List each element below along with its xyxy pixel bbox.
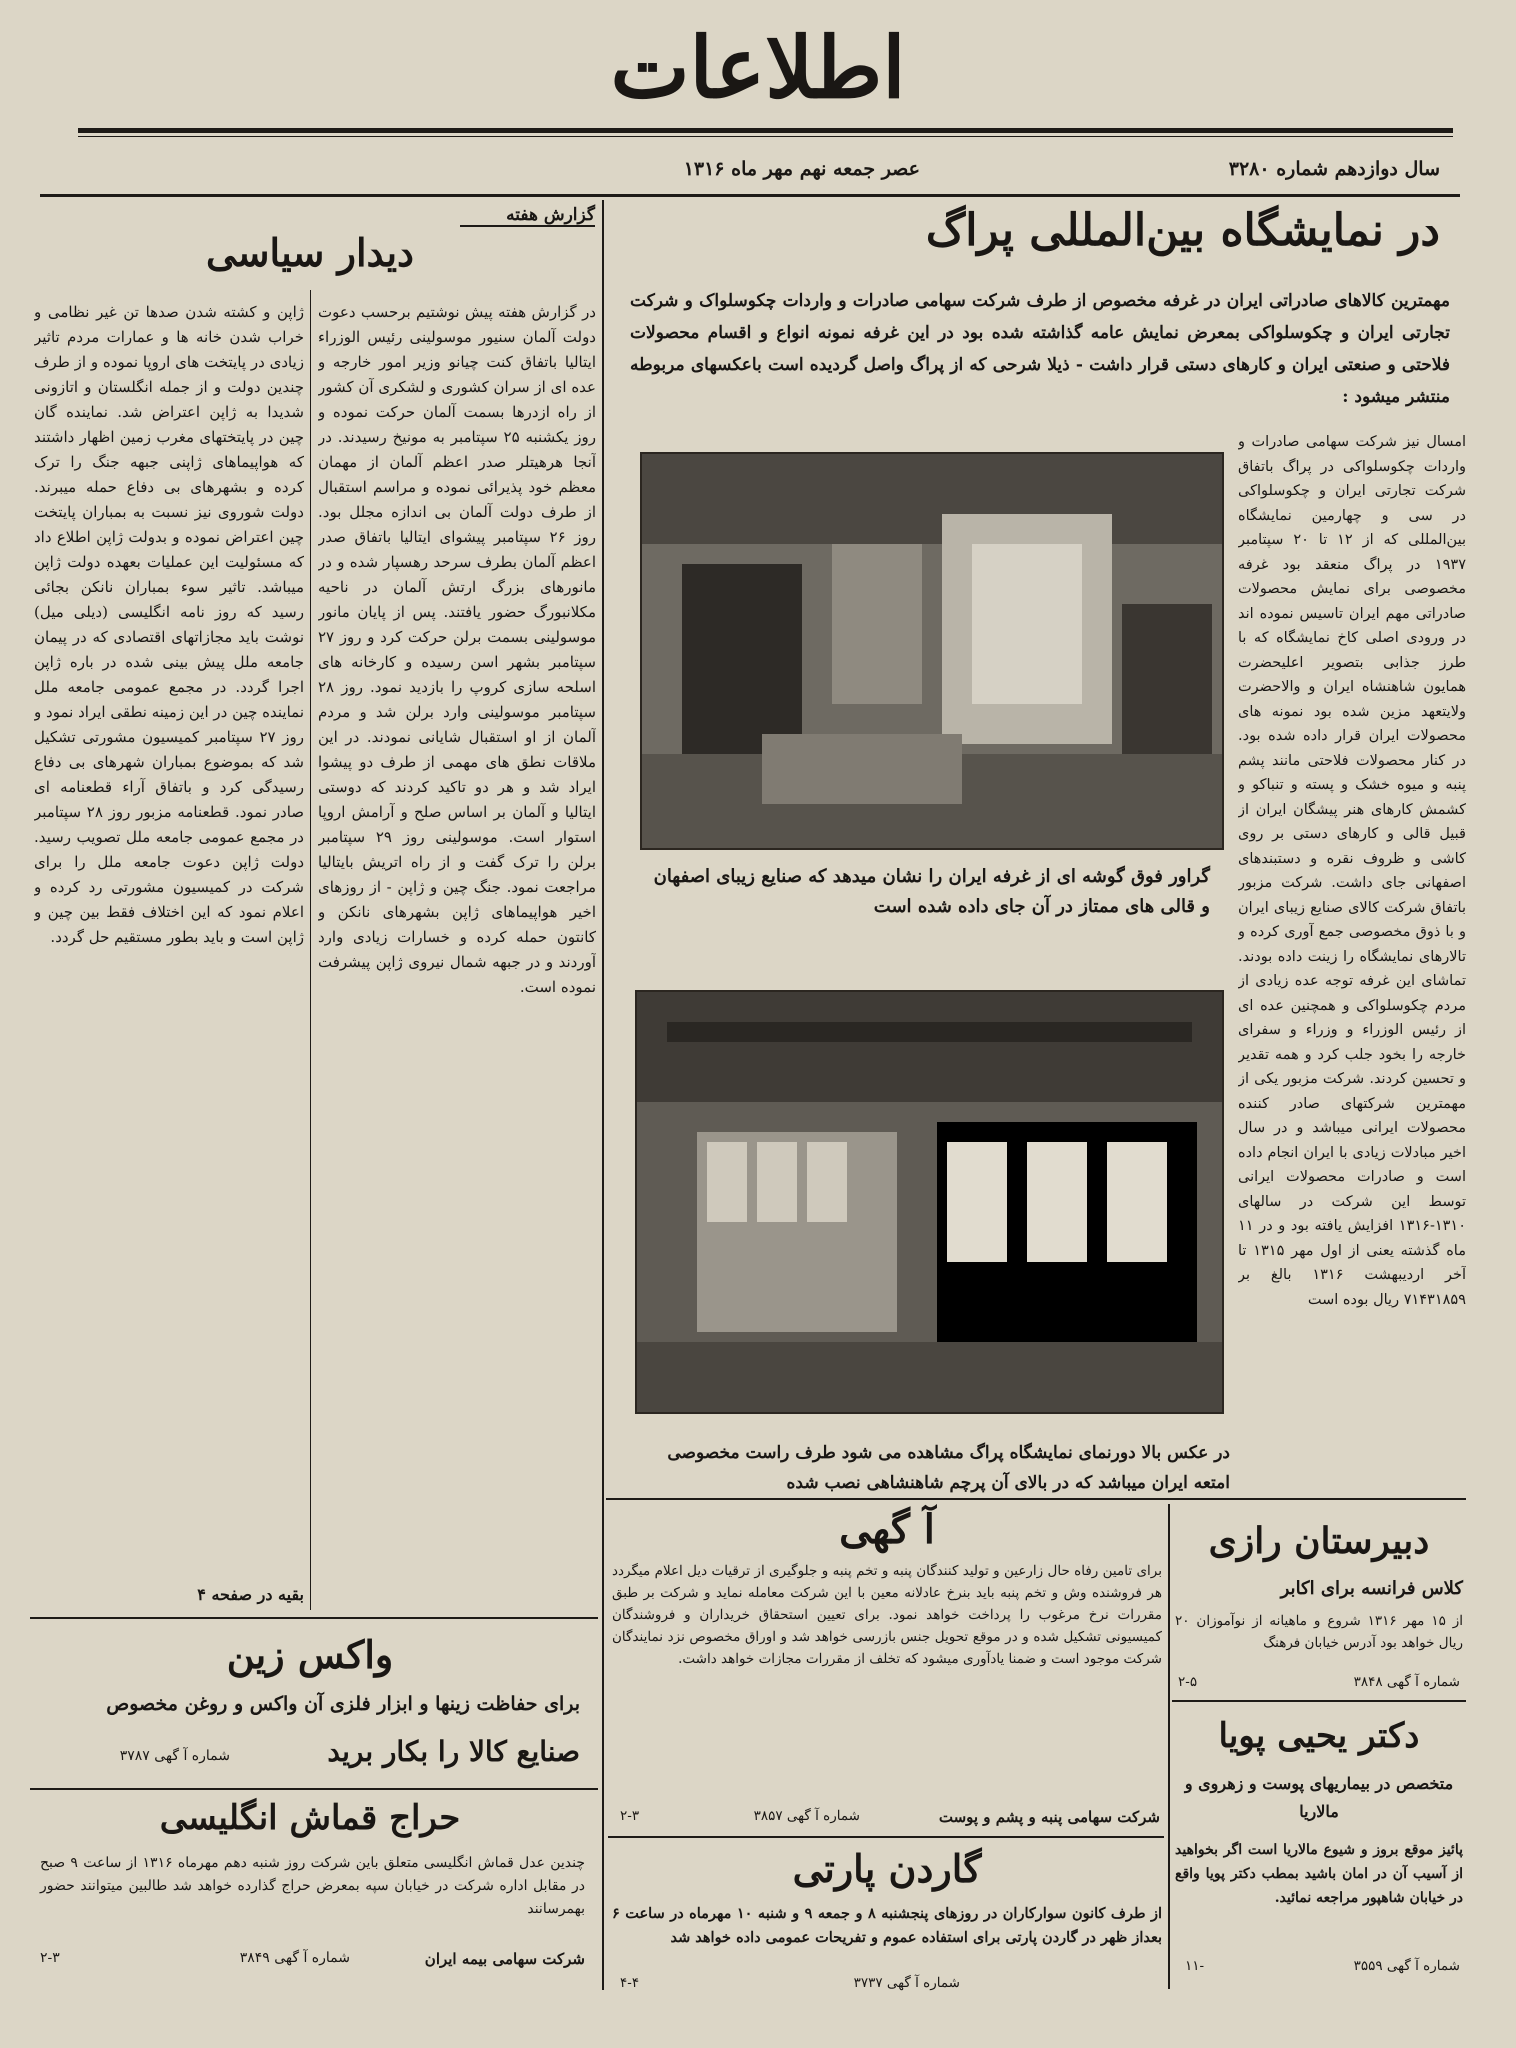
issue-date: عصر جمعه نهم مهر ماه ۱۳۱۶ — [683, 158, 920, 180]
politics-bottom-rule — [30, 1617, 598, 1619]
agahi-issue: ۲-۳ — [620, 1808, 640, 1824]
agahi-bottom-rule — [608, 1836, 1164, 1838]
school-ref: شماره آ گهی ۳۸۴۸ — [1353, 1674, 1460, 1690]
masthead-rule-thin — [78, 136, 1453, 137]
school-bottom-rule — [1172, 1700, 1466, 1702]
auction-ad-issue: ۲-۳ — [40, 1950, 60, 1966]
exhibition-hall-photo — [635, 990, 1224, 1414]
main-headline: در نمایشگاه بین‌المللی پراگ — [925, 205, 1440, 256]
issue-rule — [40, 194, 1460, 197]
politics-col1: در گزارش هفته پیش نوشتیم برحسب دعوت دولت آلمان سنیور موسولینی رئیس الوزراء ایتالیا باتفاق کنت چیانو وزیر امور خارجه و عده ای از سران کشوری و لشکری آن کشور از راه ازدرها بسمت آلمان حرکت نموده و روز یکشنبه ۲۵ سپتامبر به مونیخ رسیدند. در آنجا هرهیتلر صدر اعظم آلمان از مهمان معظم خود پذیرائی نموده و مراسم استقبال از طرف دولت آلمان بی اندازه مجلل بود. روز ۲۶ سپتامبر پیشوای ایتالیا باتفاق صدر اعظم آلمان بطرف سرحد رهسپار شده و در مانورهای بزرگ ارتش آلمان در ناحیه مکلانبورگ حضور یافتند. پس از پایان مانور موسولینی بسمت برلن حرکت کرد و روز ۲۷ سپتامبر بشهر اسن رسیده و کارخانه های اسلحه سازی کروپ را بازدید نمود. روز ۲۸ سپتامبر موسولینی وارد برلن شد و مردم آلمان از او استقبال شایانی نمودند. در این ملاقات نطق های مهمی از طرف دو پیشوا ایراد شد و هر دو تاکید کردند که دوستی ایتالیا و آلمان بر اساس صلح و آرامش اروپا استوار است. موسولینی روز ۲۹ سپتامبر برلن را ترک گفت و از راه اتریش بایتالیا مراجعت نمود. جنگ چین و ژاپن - از روزهای اخیر هواپیماهای ژاپن بشهرهای نانکن و کانتون حمله کرده و خسارات زیادی وارد آوردند و در جبهه شمال نیروی ژاپن پیشرفت نموده است. — [318, 303, 596, 996]
doctor-ref: شماره آ گهی ۳۵۵۹ — [1353, 1958, 1460, 1974]
agahi-body: برای تامین رفاه حال زارعین و تولید کنندگان پنبه و تخم پنبه و جلوگیری از ترقیات دیل اعلام میگردد هر فروشنده وش و تخم پنبه باید بنرخ عادلانه معین با این شرکت معامله نماید و شرکت بر طبق مقررات نرخ مرغوب را پرداخت خواهد نمود. برای تعیین استحقاق خریداران و فروشندگان کمیسیونی تشکیل شده و در موقع تحویل جنس بازرسی خواهد شد و اوراق مخصوص نزد نمایندگان شرکت موجود است و ضمنا یادآوری میشود که تخلف از مقررات مجازات خواهد داشت. — [612, 1563, 1162, 1667]
agahi-company: شرکت سهامی پنبه و پشم و پوست — [938, 1808, 1160, 1826]
wax-ad-line2: صنایع کالا را بکار برید — [327, 1735, 580, 1768]
garden-title: گاردن پارتی — [792, 1846, 982, 1891]
wax-ad-ref: شماره آ گهی ۳۷۸۷ — [119, 1748, 230, 1764]
masthead-title: اطلاعات — [610, 18, 906, 117]
politics-continued: بقیه در صفحه ۴ — [197, 1585, 304, 1604]
politics-col2: ژاپن و کشته شدن صدها تن غیر نظامی و خراب شدن خانه ها و عمارات مردم تاثیر زیادی در پایتخت های اروپا نموده و از طرف چندین دولت و از جمله انگلستان و اتازونی شدیدا به ژاپن اعتراض شد. نماینده گان چین در پایتختهای مغرب زمین اظهار داشتند که هواپیماهای ژاپنی جبهه جنگ را ترک کرده و بشهرهای بی دفاع حمله میبرند. دولت شوروی نیز نسبت به بمباران پایتخت چین اعتراض نموده و بدولت ژاپن اطلاع داد که مسئولیت این عملیات بعهده دولت ژاپن میباشد. تاثیر سوء بمباران نانکن بجائی رسید که روز نامه انگلیسی (دیلی میل) نوشت باید مجازاتهای اقتصادی که در پیمان جامعه ملل پیش بینی شده در باره ژاپن اجرا گردد. در مجمع عمومی جامعه ملل نماینده چین در این زمینه نطقی ایراد نمود و روز ۲۷ سپتامبر کمیسیون مشورتی تشکیل شد که بموضوع بمباران شهرهای بی دفاع رسیدگی کرد و باتفاق آراء قطعنامه ای صادر نمود. قطعنامه مزبور روز ۲۸ سپتامبر در مجمع عمومی جامعه ملل تصویب رسید. دولت ژاپن دعوت جامعه ملل را برای شرکت در کمیسیون مشورتی رد کرده و اعلام نمود که این اختلاف فقط بین چین و ژاپن است و باید بطور مستقیم حل گردد. — [34, 303, 304, 946]
article-bottom-rule — [606, 1498, 1466, 1500]
politics-headline: دیدار سیاسی — [206, 230, 414, 275]
exhibit-corner-photo — [640, 452, 1224, 850]
school-body: از ۱۵ مهر ۱۳۱۶ شروع و ماهیانه از نوآموزان ۲۰ ریال خواهد بود آدرس خیابان فرهنگ — [1175, 1613, 1464, 1651]
doctor-subtitle: متخصص در بیماریهای پوست و زهروی و مالاریا — [1184, 1774, 1454, 1821]
garden-body: از طرف کانون سوارکاران در روزهای پنجشنبه ۸ و جمعه ۹ و شنبه ۱۰ مهرماه در ساعت ۶ بعداز ظهر در گاردن پارتی برای استفاده عموم و تفریحات عمومی داده خواهد شد — [612, 1905, 1163, 1946]
garden-ref: شماره آ گهی ۳۷۳۷ — [853, 1975, 960, 1991]
garden-issue: ۴-۴ — [620, 1975, 640, 1991]
doctor-issue: ۱۱- — [1185, 1958, 1205, 1974]
auction-ad-body: چندین عدل قماش انگلیسی متعلق باین شرکت روز شنبه دهم مهرماه ۱۳۱۶ از ساعت ۹ صبح در مقابل اداره شرکت در خیابان سپه بمعرض حراج گذارده خواهد شد طالبین میتوانند حضور بهمرسانند — [40, 1855, 585, 1917]
main-lead: مهمترین کالاهای صادراتی ایران در غرفه مخصوص از طرف شرکت سهامی صادرات و واردات چکوسلواک و شرکت تجارتی ایران و چکوسلواکی بمعرض نمایش عامه گذاشته شده بود در این غرفه نمونه انواع و اقسام محصولات فلاحتی و صنعتی ایران و کارهای دستی قرار داشت - ذیلا شرحی که از پراگ واصل گردیده است باعکسهای مربوطه منتشر میشود : — [630, 291, 1450, 407]
politics-kicker: گزارش هفته — [460, 205, 595, 227]
main-body: امسال نیز شرکت سهامی صادرات و واردات چکوسلواکی در پراگ باتفاق شرکت تجارتی ایران و چکوسلواکی در سی و چهارمین نمایشگاه بین‌المللی که از ۱۲ تا ۲۰ سپتامبر ۱۹۳۷ در پراگ منعقد بود غرفه مخصوصی برای نمایش محصولات صادراتی مهم ایران تاسیس نموده اند در ورودی اصلی کاخ نمایشگاه که با طرز جذابی بتصویر اعلیحضرت همایون شاهنشاه ایران و والاحضرت ولایتعهد مزین شده بود نمونه های محصولات ایران قرار داده شده بود. در کنار محصولات فلاحتی مانند پشم پنبه و میوه خشک و پسته و تنباکو و کشمش کارهای هنر پیشگان ایران از قبیل قالی و کارهای دستی بر روی کاشی و ظروف نقره و دستبندهای اصفهانی جای داشت. شرکت مزبور باتفاق شرکت کالای صنایع زیبای ایران و با ذوق مخصوصی جمع آوری کرده و تالارهای نمایشگاه را زینت داده بودند. تماشای این غرفه توجه عده زیادی از مردم چکوسلواکی و همچنین عده ای از رئیس الوزراء و وزراء و سفرای خارجه را بخود جلب کرد و همه تقدیر و تحسین کردند. شرکت مزبور یکی از مهمترین شرکتهای صادر کننده محصولات ایرانی میباشد و در سال اخیر مبادلات زیادی با ایران انجام داده است و صادرات محصولات ایرانی توسط این شرکت در سالهای ۱۳۱۰-۱۳۱۶ افزایش یافته بود و در ۱۱ ماه گذشته یعنی از اول مهر ۱۳۱۵ تا آخر اردیبهشت ۱۳۱۶ بالغ بر ۷۱۴۳۱۸۵۹ ریال بوده است — [1238, 434, 1466, 1308]
school-issue: ۲-۵ — [1178, 1674, 1198, 1690]
school-subtitle: کلاس فرانسه برای اکابر — [1280, 1578, 1463, 1599]
auction-ad-company: شرکت سهامی بیمه ایران — [424, 1950, 585, 1968]
wax-ad-line1: برای حفاظت زینها و ابزار فلزی آن واکس و روغن مخصوص — [106, 1693, 580, 1715]
doctor-title: دکتر یحیی پویا — [1218, 1716, 1420, 1756]
agahi-title: آ گهی — [839, 1506, 935, 1553]
doctor-body: پائیز موقع بروز و شیوع مالاریا است اگر بخواهید از آسیب آن در امان باشید بمطب دکتر پویا واقع در خیابان شاهپور مراجعه نمائید. — [1175, 1842, 1463, 1906]
ads-divider-rule — [1168, 1504, 1170, 1989]
caption-exhibition-hall: در عکس بالا دورنمای نمایشگاه پراگ مشاهده می شود طرف راست مخصوصی امتعه ایران میباشد که در بالای آن پرچم شاهنشاهی نصب شده — [667, 1443, 1230, 1493]
agahi-ref: شماره آ گهی ۳۸۵۷ — [753, 1808, 860, 1824]
wax-ad-title: واکس زین — [226, 1632, 394, 1677]
column-rule-main — [602, 200, 604, 1990]
issue-number: سال دوازدهم شماره ۳۲۸۰ — [1228, 158, 1440, 180]
wax-bottom-rule — [30, 1788, 598, 1790]
auction-ad-ref: شماره آ گهی ۳۸۴۹ — [239, 1950, 350, 1966]
masthead-rule — [78, 128, 1453, 133]
column-rule-politics — [310, 290, 311, 1610]
caption-exhibit-corner: گراور فوق گوشه ای از غرفه ایران را نشان میدهد که صنایع زیبای اصفهان و قالی های ممتاز در آن جای داده شده است — [653, 866, 1210, 917]
school-title: دبیرستان رازی — [1208, 1520, 1430, 1562]
auction-ad-title: حراج قماش انگلیسی — [159, 1798, 461, 1838]
